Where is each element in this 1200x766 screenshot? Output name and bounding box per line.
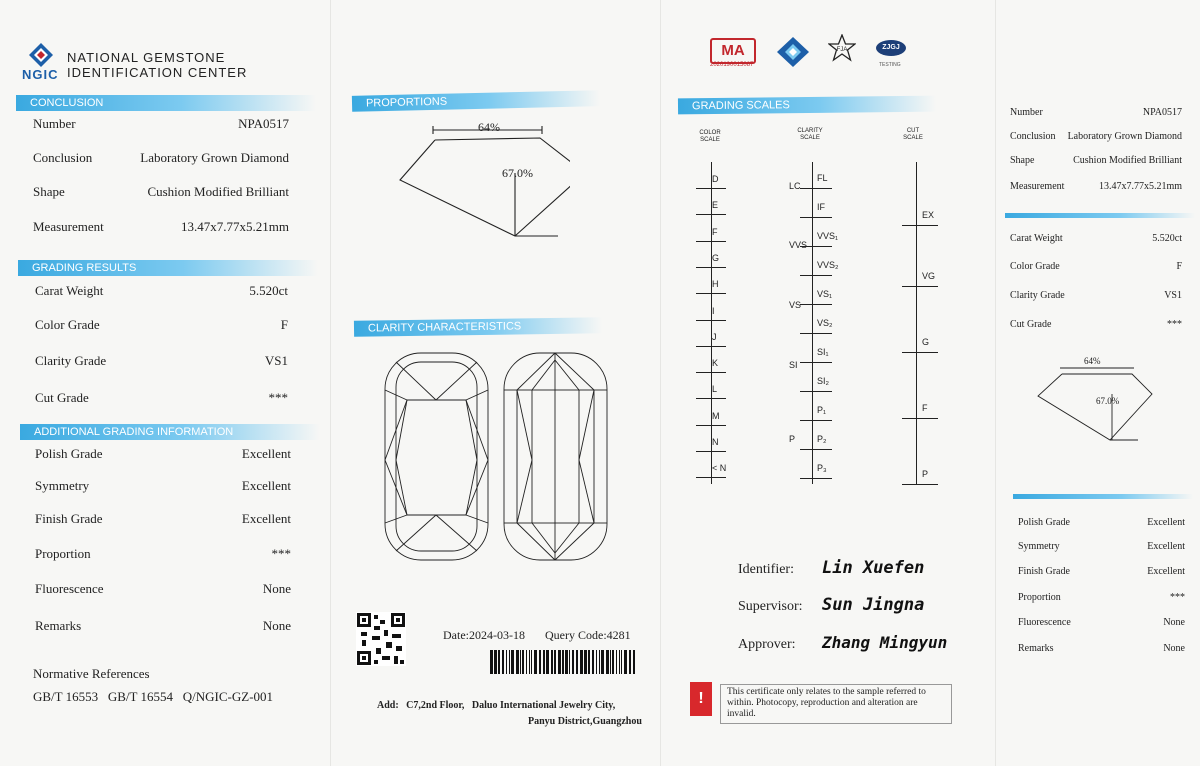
- barcode-bar: [526, 650, 527, 674]
- color-grade-label: H: [712, 279, 719, 289]
- row-value: F: [1176, 261, 1182, 272]
- fold-line: [660, 0, 661, 766]
- clarity-scale-title: [790, 128, 830, 142]
- barcode-bar: [572, 650, 574, 674]
- color-grade-label: E: [712, 200, 719, 210]
- row-label: Polish Grade: [35, 446, 103, 461]
- row-value: VS1: [264, 353, 288, 368]
- cut-grade-label: G: [922, 337, 930, 347]
- color-grade-label: K: [712, 358, 719, 368]
- clarity-group-label: P: [789, 434, 796, 444]
- row-value: F: [280, 317, 288, 332]
- identifier-signature: Lin Xuefen: [822, 558, 925, 578]
- row-label: Finish Grade: [35, 511, 103, 526]
- row-label: Shape: [1010, 155, 1035, 166]
- barcode-bar: [551, 650, 553, 674]
- zjgj-logo-icon: [876, 40, 906, 56]
- cma-number: 2020190015087: [710, 62, 754, 68]
- barcode-bar: [621, 650, 622, 674]
- row-label: Color Grade: [1010, 261, 1060, 272]
- row-label: Polish Grade: [1018, 517, 1070, 528]
- qr-code-icon: [356, 612, 406, 666]
- clarity-scale-title-2: SCALE: [800, 135, 820, 141]
- row-value: NPA0517: [238, 116, 289, 131]
- row-value: None: [1163, 643, 1185, 654]
- barcode-bar: [606, 650, 609, 674]
- ngic-diamond-icon: [776, 36, 810, 68]
- barcode-bar: [543, 650, 545, 674]
- color-scale-tick: [696, 346, 726, 347]
- barcode-bar: [522, 650, 524, 674]
- clarity-grade-label: VS₂: [817, 318, 833, 328]
- barcode-bar: [509, 650, 510, 674]
- barcode-bar: [619, 650, 620, 674]
- grading-scales-band: GRADING SCALES: [678, 96, 936, 115]
- clarity-group-label: VVS: [789, 240, 808, 250]
- row-label: Carat Weight: [1010, 233, 1063, 244]
- barcode-bar: [629, 650, 631, 674]
- color-grade-label: N: [712, 437, 719, 447]
- barcode-bar: [539, 650, 541, 674]
- row-value: Excellent: [241, 478, 291, 493]
- row-label: Proportion: [35, 546, 91, 561]
- ngic-logo-icon: [26, 42, 56, 68]
- row-value: Excellent: [1147, 566, 1185, 577]
- barcode-bar: [576, 650, 578, 674]
- row-label: Carat Weight: [35, 283, 104, 298]
- row-value: 13.47x7.77x5.21mm: [181, 219, 289, 234]
- barcode-bar: [498, 650, 500, 674]
- grading-results-band: GRADING RESULTS: [18, 260, 318, 276]
- cut-grade-label: VG: [922, 271, 936, 281]
- clarity-grade-label: SI₂: [817, 376, 829, 386]
- address-line2: Panyu District,Guangzhou: [528, 716, 642, 727]
- approver-signature: Zhang Mingyun: [822, 633, 948, 652]
- color-scale-tick: [696, 320, 726, 321]
- supervisor-signature: Sun Jingna: [822, 595, 925, 615]
- row-label: Remarks: [1018, 643, 1054, 654]
- clarity-grade-label: P₃: [817, 463, 827, 473]
- clarity-scale-tick: [800, 391, 832, 392]
- barcode-bar: [599, 650, 600, 674]
- color-scale-tick: [696, 293, 726, 294]
- cma-logo-icon: [710, 38, 756, 64]
- barcode-bar: [592, 650, 594, 674]
- disclaimer-notice: This certificate only relates to the sample referred to within. Photocopy, reproduction and alteration are invalid.: [720, 684, 952, 724]
- row-value: ***: [1167, 319, 1182, 330]
- normative-title: Normative References: [33, 666, 150, 681]
- color-grade-label: < N: [712, 463, 727, 473]
- barcode-bar: [584, 650, 587, 674]
- row-label: Clarity Grade: [1010, 290, 1065, 301]
- row-label: Measurement: [33, 219, 104, 234]
- clarity-scale-tick: [800, 304, 832, 305]
- issue-date: Date:2024-03-18: [443, 628, 525, 642]
- barcode-icon: [490, 650, 638, 674]
- barcode-bar: [554, 650, 556, 674]
- row-label: Cut Grade: [1010, 319, 1052, 330]
- barcode-bar: [502, 650, 504, 674]
- barcode-bar: [529, 650, 530, 674]
- row-label: Number: [1010, 107, 1043, 118]
- row-label: Fluorescence: [1018, 617, 1071, 628]
- row-value: Excellent: [1147, 517, 1185, 528]
- clarity-grade-label: VS₁: [817, 289, 833, 299]
- row-label: Shape: [33, 184, 65, 199]
- cma-text: MA: [721, 42, 745, 59]
- row-value: ***: [268, 390, 288, 405]
- row-value: 13.47x7.77x5.21mm: [1098, 181, 1182, 192]
- row-label: Symmetry: [35, 478, 90, 493]
- additional-info-band: ADDITIONAL GRADING INFORMATION: [20, 424, 320, 440]
- barcode-bar: [506, 650, 507, 674]
- clarity-grade-label: P₁: [817, 405, 827, 415]
- barcode-bar: [562, 650, 564, 674]
- row-label: Remarks: [35, 618, 82, 633]
- barcode-bar: [534, 650, 537, 674]
- proportions-band: PROPORTIONS: [352, 90, 600, 112]
- barcode-bar: [596, 650, 597, 674]
- identifier-label: Identifier:: [738, 562, 794, 577]
- row-value: Cushion Modified Brilliant: [147, 184, 289, 199]
- org-name-line2: IDENTIFICATION CENTER: [67, 65, 248, 80]
- row-label: Symmetry: [1018, 541, 1060, 552]
- proportion-diagram: [390, 118, 570, 243]
- color-scale-title: [690, 130, 730, 144]
- clarity-scale-tick: [800, 188, 832, 189]
- color-scale-tick: [696, 267, 726, 268]
- clarity-group-label: LC: [789, 181, 801, 191]
- color-scale-tick: [696, 451, 726, 452]
- supervisor-label: Supervisor:: [738, 599, 803, 614]
- row-value: None: [1163, 617, 1185, 628]
- row-label: Clarity Grade: [35, 353, 107, 368]
- row-value: Laboratory Grown Diamond: [140, 150, 289, 165]
- color-scale-tick: [696, 188, 726, 189]
- clarity-scale-tick: [800, 217, 832, 218]
- fja-star-icon: [828, 34, 856, 62]
- row-value: None: [262, 618, 291, 633]
- clarity-scale-tick: [800, 275, 832, 276]
- color-scale-tick: [696, 477, 726, 478]
- clarity-scale-tick: [800, 362, 832, 363]
- barcode-bar: [516, 650, 519, 674]
- clarity-scale-tick: [800, 449, 832, 450]
- clarity-grade-label: VVS₂: [817, 260, 839, 270]
- clarity-scale-title-1: CLARITY: [797, 128, 823, 134]
- cut-scale-axis: [916, 162, 917, 484]
- cut-scale-tick: [902, 225, 938, 226]
- cut-scale-tick: [902, 418, 938, 419]
- barcode-bar: [494, 650, 497, 674]
- clarity-plot-diagram: [382, 350, 612, 565]
- approver-label: Approver:: [738, 637, 796, 652]
- barcode-bar: [601, 650, 604, 674]
- cut-scale-title-1: CUT: [906, 128, 920, 134]
- row-value: ***: [1170, 592, 1185, 603]
- color-grade-label: M: [712, 411, 720, 421]
- fold-line: [330, 0, 331, 766]
- row-label: Cut Grade: [35, 390, 89, 405]
- color-scale-tick: [696, 398, 726, 399]
- row-value: Excellent: [1147, 541, 1185, 552]
- color-scale-tick: [696, 241, 726, 242]
- barcode-bar: [531, 650, 532, 674]
- cut-grade-label: P: [922, 469, 929, 479]
- clarity-group-label: SI: [789, 360, 798, 370]
- stub-table-percentage: 64%: [1084, 356, 1101, 366]
- color-grade-label: G: [712, 253, 720, 263]
- color-grade-label: L: [712, 384, 718, 394]
- cut-scale-tick: [902, 484, 938, 485]
- cut-grade-label: EX: [922, 210, 935, 220]
- barcode-bar: [588, 650, 590, 674]
- cut-scale-tick: [902, 352, 938, 353]
- color-scale-title-1: COLOR: [699, 130, 721, 136]
- row-label: Conclusion: [33, 150, 93, 165]
- barcode-bar: [610, 650, 611, 674]
- row-value: ***: [271, 546, 291, 561]
- barcode-bar: [546, 650, 549, 674]
- barcode-bar: [624, 650, 627, 674]
- conclusion-band: CONCLUSION: [16, 95, 316, 111]
- clarity-group-label: VS: [789, 300, 802, 310]
- barcode-bar: [558, 650, 561, 674]
- barcode-bar: [633, 650, 635, 674]
- clarity-scale-tick: [800, 478, 832, 479]
- row-value: None: [262, 581, 291, 596]
- normative-refs: GB/T 16553 GB/T 16554 Q/NGIC-GZ-001: [33, 689, 274, 704]
- color-scale-tick: [696, 425, 726, 426]
- row-label: Fluorescence: [35, 581, 104, 596]
- barcode-bar: [511, 650, 514, 674]
- address-line1: Add: C7,2nd Floor, Daluo International Jewelry City,: [377, 700, 616, 711]
- color-scale-axis: [711, 162, 712, 484]
- barcode-bar: [616, 650, 617, 674]
- row-label: Color Grade: [35, 317, 100, 332]
- fold-line: [995, 0, 996, 766]
- stub-depth-percentage: 67.0%: [1096, 396, 1120, 406]
- row-value: Cushion Modified Brilliant: [1073, 155, 1182, 166]
- org-name-line1: NATIONAL GEMSTONE: [67, 50, 226, 65]
- stub-band: [1005, 213, 1195, 218]
- logo-text: NGIC: [22, 67, 59, 82]
- row-value: 5.520ct: [1152, 233, 1182, 244]
- clarity-grade-label: VVS₁: [817, 231, 839, 241]
- color-grade-label: I: [712, 306, 715, 316]
- cut-grade-label: F: [922, 403, 928, 413]
- barcode-bar: [490, 650, 493, 674]
- color-grade-label: J: [712, 332, 717, 342]
- row-label: Number: [33, 116, 76, 131]
- clarity-grade-label: IF: [817, 202, 825, 212]
- cut-scale-tick: [902, 286, 938, 287]
- row-value: 5.520ct: [249, 283, 288, 298]
- clarity-scale-axis: [812, 162, 813, 484]
- row-value: VS1: [1164, 290, 1182, 301]
- row-label: Measurement: [1010, 181, 1065, 192]
- row-value: Excellent: [241, 511, 291, 526]
- clarity-characteristics-band: CLARITY CHARACTERISTICS: [354, 317, 602, 336]
- color-scale-tick: [696, 372, 726, 373]
- color-scale-tick: [696, 214, 726, 215]
- stub-band: [1013, 494, 1193, 499]
- row-value: NPA0517: [1142, 107, 1182, 118]
- color-grade-label: D: [712, 174, 719, 184]
- barcode-bar: [569, 650, 570, 674]
- color-grade-label: F: [712, 227, 718, 237]
- row-value: Excellent: [241, 446, 291, 461]
- table-percentage: 64%: [478, 120, 500, 134]
- clarity-scale-tick: [800, 333, 832, 334]
- cut-scale-title: [893, 128, 933, 142]
- testing-text: TESTING: [879, 62, 901, 68]
- depth-percentage: 67.0%: [502, 166, 533, 180]
- clarity-grade-label: SI₁: [817, 347, 829, 357]
- query-code: Query Code:4281: [545, 628, 631, 642]
- clarity-scale-tick: [800, 420, 832, 421]
- clarity-grade-label: P₂: [817, 434, 827, 444]
- row-label: Finish Grade: [1018, 566, 1070, 577]
- barcode-bar: [520, 650, 521, 674]
- row-label: Proportion: [1018, 592, 1061, 603]
- row-label: Conclusion: [1010, 131, 1056, 142]
- barcode-bar: [612, 650, 614, 674]
- color-scale-title-2: SCALE: [700, 137, 720, 143]
- cut-scale-title-2: SCALE: [903, 135, 923, 141]
- row-value: Laboratory Grown Diamond: [1067, 131, 1182, 142]
- barcode-bar: [565, 650, 568, 674]
- fja-text: FJA: [836, 47, 848, 53]
- warning-icon: !: [690, 682, 712, 716]
- clarity-grade-label: FL: [817, 173, 828, 183]
- zjgj-text: ZJGJ: [882, 44, 900, 51]
- barcode-bar: [580, 650, 583, 674]
